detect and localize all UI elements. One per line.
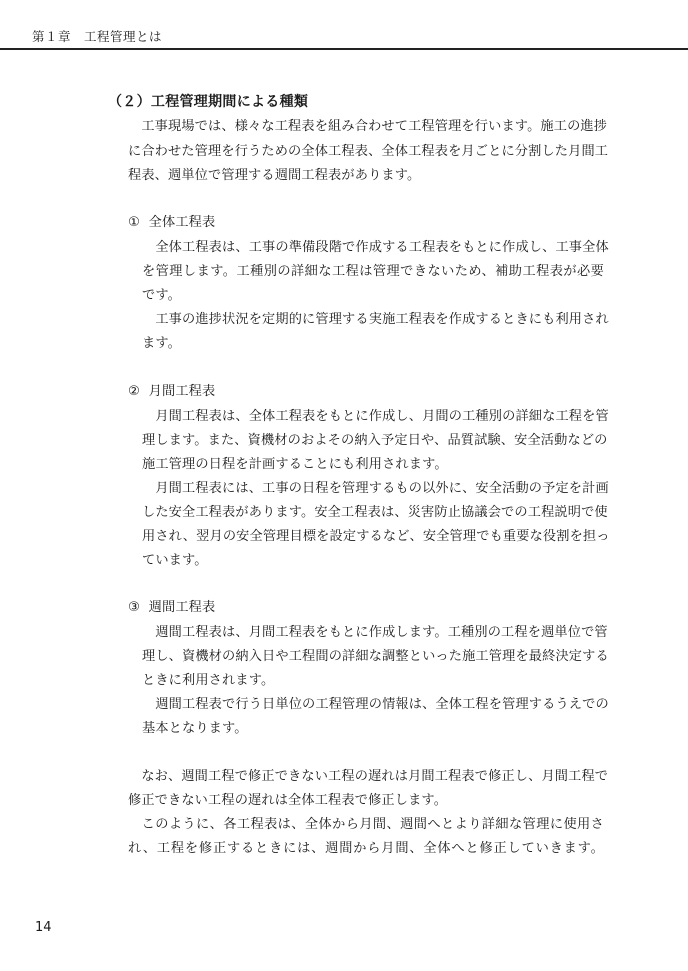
shukan-line-5: 基本となります。 — [142, 721, 248, 736]
closing-line-1: なお、週間工程で修正できない工程の遅れは月間工程表で修正し、月間工程で — [128, 769, 609, 784]
section-heading: （２）工程管理期間による種類 — [108, 94, 309, 110]
item-heading-zentai: ① 全体工程表 — [128, 215, 216, 230]
intro-line-1: 工事現場では、様々な工程表を組み合わせて工程管理を行います。施工の進捗 — [128, 119, 608, 134]
gekkan-line-5: した安全工程表があります。安全工程表は、災害防止協議会での工程説明で使 — [142, 505, 608, 520]
running-header-chapter: 第１章 工程管理とは — [32, 29, 163, 44]
shukan-line-2: 理し、資機材の納入日や工程間の詳細な調整といった施工管理を最終決定する — [142, 649, 609, 664]
intro-line-3: 程表、週単位で管理する週間工程表があります。 — [128, 168, 421, 183]
header-rule — [0, 48, 688, 50]
zentai-line-3: です。 — [142, 288, 181, 303]
intro-line-2: に合わせた管理を行うための全体工程表、全体工程表を月ごとに分割した月間工 — [128, 144, 609, 159]
zentai-line-4: 工事の進捗状況を定期的に管理する実施工程表を作成するときにも利用され — [142, 312, 609, 327]
item-heading-shukan: ③ 週間工程表 — [128, 600, 216, 615]
gekkan-line-1: 月間工程表は、全体工程表をもとに作成し、月間の工種別の詳細な工程を管 — [142, 409, 609, 424]
closing-line-4: れ、工程を修正するときには、週間から月間、全体へと修正していきます。 — [128, 841, 604, 856]
closing-line-3: このように、各工程表は、全体から月間、週間へとより詳細な管理に使用さ — [128, 817, 604, 832]
gekkan-line-3: 施工管理の日程を計画することにも利用されます。 — [142, 457, 448, 472]
item-heading-gekkan: ② 月間工程表 — [128, 384, 216, 399]
zentai-line-2: を管理します。工種別の詳細な工程は管理できないため、補助工程表が必要 — [142, 264, 604, 279]
shukan-line-1: 週間工程表は、月間工程表をもとに作成します。工種別の工程を週単位で管 — [142, 625, 608, 640]
gekkan-line-4: 月間工程表には、工事の日程を管理するもの以外に、安全活動の予定を計画 — [142, 481, 609, 496]
gekkan-line-7: ています。 — [142, 553, 208, 568]
gekkan-line-2: 理します。また、資機材のおよその納入予定日や、品質試験、安全活動などの — [142, 433, 608, 448]
zentai-line-1: 全体工程表は、工事の準備段階で作成する工程表をもとに作成し、工事全体 — [142, 240, 609, 255]
gekkan-line-6: 用され、翌月の安全管理目標を設定するなど、安全管理でも重要な役割を担っ — [142, 529, 610, 544]
shukan-line-4: 週間工程表で行う日単位の工程管理の情報は、全体工程を管理するうえでの — [142, 697, 609, 712]
shukan-line-3: ときに利用されます。 — [142, 673, 275, 688]
page-number: 14 — [35, 920, 52, 935]
zentai-line-5: ます。 — [142, 336, 181, 351]
closing-line-2: 修正できない工程の遅れは全体工程表で修正します。 — [128, 793, 448, 808]
